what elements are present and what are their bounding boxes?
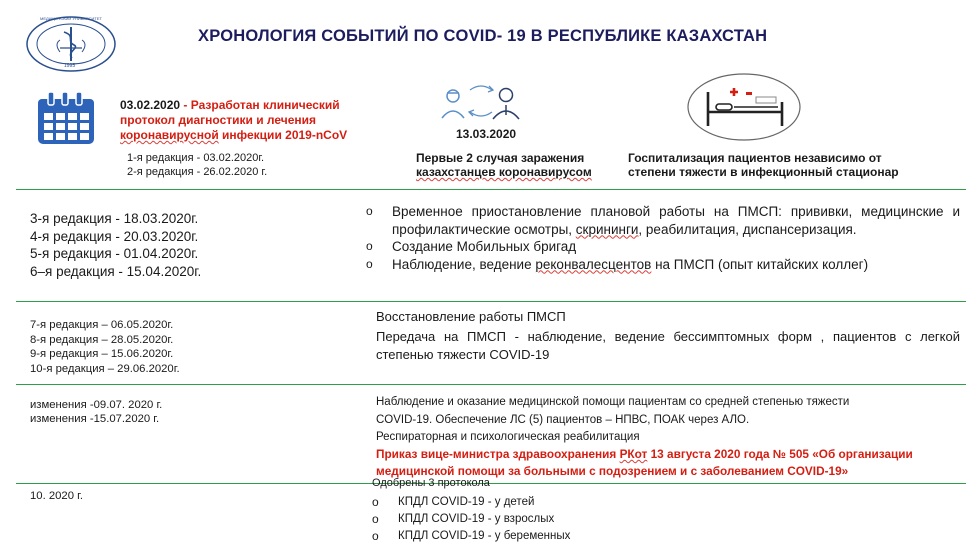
hospital-bed-icon [686,72,802,142]
edition-5: 5-я редакция - 01.04.2020г. [30,246,199,261]
edition-8: 8-я редакция – 28.05.2020г. [30,333,174,346]
measure-text-end: , реабилитация, диспансеризация. [638,221,857,237]
protocol-item-text: КПДЛ COVID-19 - у взрослых [398,513,555,525]
divider-2 [16,301,966,302]
calendar-icon [36,90,96,146]
measure-item [366,203,960,238]
edition-2: 2-я редакция - 26.02.2020 г. [127,166,268,178]
logo-text-top: МЕДИЦИНСКИЙ УНИВЕРСИТЕТ [40,16,102,21]
people-transmission-icon [436,80,526,124]
hospitalization-line-2: степени тяжести в инфекционный стационар [628,165,899,179]
divider-1 [16,189,966,190]
protocol-item [372,494,570,511]
protocol-line-1: Разработан клинический [190,98,340,112]
changes-list [30,398,162,426]
protocol-dash: - [180,98,191,112]
protocol-item-text: КПДЛ COVID-19 - у детей [398,496,535,508]
edition-6: 6–я редакция - 15.04.2020г. [30,263,202,279]
page-title: ХРОНОЛОГИЯ СОБЫТИЙ ПО COVID- 19 В РЕСПУБЛИКЕ КАЗАХСТАН [198,27,768,45]
protocol-item-text: КПДЛ COVID-19 - у беременных [398,530,571,542]
order-line-2: медицинской помощи за больными с подозрением и с заболеванием COVID-19» [376,464,849,478]
divider-4 [16,483,966,484]
measure-word-convalescents: реконвалесцентов [535,256,652,272]
moderate-care-text [376,394,849,447]
protocol-line-3a: коронавирусной [120,128,219,142]
phc-transfer-text: Передача на ПМСП - наблюдение, ведение бессимптомных форм , пациентов с легкой степенью тяжести COVID-19 [376,329,960,362]
logo-text-bottom: 1995 [64,63,76,69]
measure-word-screenings: скрининги [575,221,639,237]
rehab-line: Респираторная и психологическая реабилитация [376,431,640,443]
change-2: изменения -15.07.2020 г. [30,413,160,425]
edition-7: 7-я редакция – 06.05.2020г. [30,319,174,331]
edition-3: 3-я редакция - 18.03.2020г. [30,211,199,226]
edition-10: 10-я редакция – 29.06.2020г. [30,362,180,375]
edition-9: 9-я редакция – 15.06.2020г. [30,348,174,360]
measure-text: Временное приостановление плановой работы на ПМСП: прививки, медицинские и профилактические осмотры, [392,204,960,237]
university-logo [24,14,118,74]
case-line-2: казахстанцев коронавирусом [416,165,592,179]
editions-3-6 [30,210,201,280]
case-date: 13.03.2020 [456,127,517,141]
protocol-item [372,511,570,528]
protocol-date: 03.02.2020 [120,98,181,112]
case-line-1: Первые 2 случая заражения [416,151,585,165]
moderate-care-line-2: COVID-19. Обеспечение ЛС (5) пациентов – НПВС, ПОАК через АЛО. [376,413,750,426]
ministry-order [376,446,913,480]
divider-3 [16,384,966,385]
order-text-end: 13 августа 2020 года № 505 «Об организации [647,447,913,461]
edition-4: 4-я редакция - 20.03.2020г. [30,228,199,244]
measures-list [366,203,960,273]
change-1: изменения -09.07. 2020 г. [30,399,163,411]
hospitalization-line-1: Госпитализация пациентов независимо от [628,151,882,165]
moderate-care-line-1: Наблюдение и оказание медицинской помощи пациентам со средней степенью тяжести [376,396,850,408]
phc-restore-text: Восстановление работы ПМСП [376,309,566,324]
protocols-list [372,494,570,545]
order-word-rk: РКот [619,447,648,461]
measure-text: Создание Мобильных бригад [392,239,577,254]
measure-text: Наблюдение, ведение [392,256,536,272]
section5-date: 10. 2020 г. [30,490,83,502]
protocol-item [372,528,570,545]
edition-1: 1-я редакция - 03.02.2020г. [127,152,265,164]
order-text: Приказ вице-министра здравоохранения [376,447,620,461]
measure-item [366,256,960,274]
protocol-line-3b: инфекции 2019-nCoV [218,128,348,142]
protocol-announcement [120,98,347,143]
protocol-line-2: протокол диагностики и лечения [120,113,317,127]
measure-item [366,238,960,256]
editions-7-10 [30,318,180,376]
measure-text-end: на ПМСП (опыт китайских коллег) [651,256,869,272]
approved-protocols-heading: Одобрены 3 протокола [372,477,490,489]
